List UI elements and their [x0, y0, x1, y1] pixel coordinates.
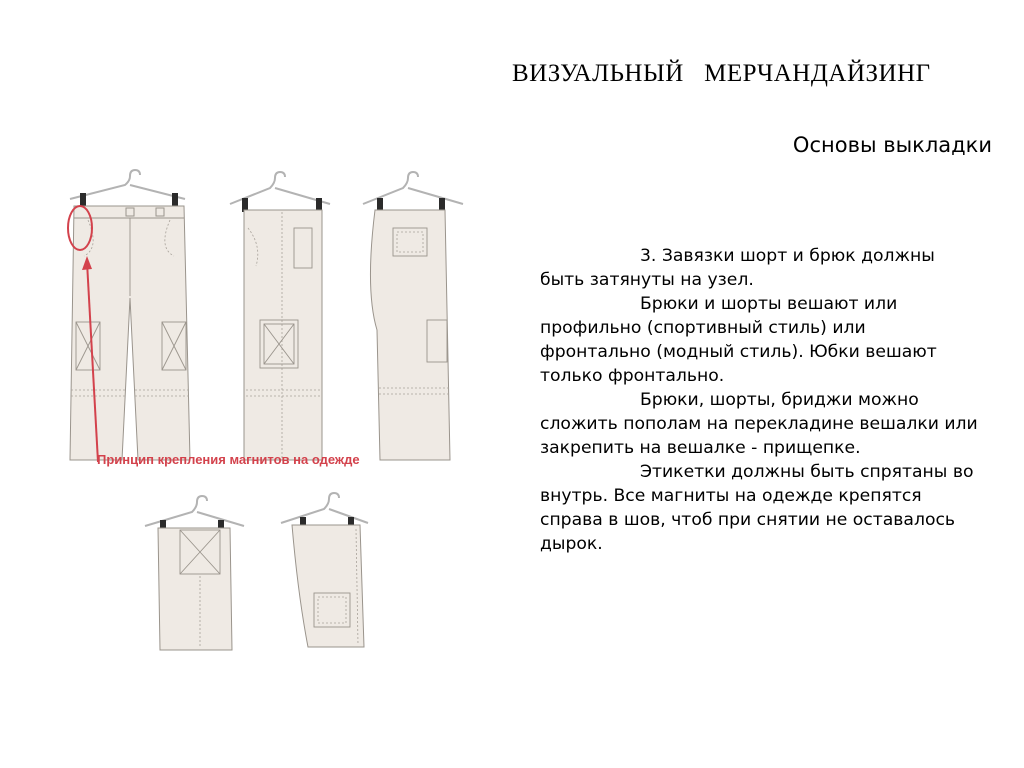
- folded-trousers-profile-illustration: [278, 485, 388, 660]
- magnet-highlight-marker: [60, 200, 120, 470]
- paragraph: Этикетки должны быть спрятаны во внутрь. Все магниты на одежде крепятся справа в шов, чтоб при снятии не оставалось дырок.: [540, 462, 974, 554]
- instruction-text: [540, 244, 980, 556]
- folded-trousers-front-illustration: [140, 490, 260, 660]
- magnet-caption: Принцип крепления магнитов на одежде: [97, 452, 360, 467]
- paragraph: 3. Завязки шорт и брюк должны быть затянуты на узел.: [540, 246, 935, 290]
- paragraph: Брюки и шорты вешают или профильно (спортивный стиль) или фронтально (модный стиль). Юбки вешают только фронтально.: [540, 294, 937, 386]
- page-title: ВИЗУАЛЬНЫЙ МЕРЧАНДАЙЗИНГ: [512, 60, 931, 87]
- page-subtitle: Основы выкладки: [792, 133, 992, 157]
- trousers-profile-illustration: [222, 170, 342, 470]
- trousers-back-illustration: [355, 170, 475, 470]
- paragraph: Брюки, шорты, бриджи можно сложить пополам на перекладине вешалки или закрепить на вешалке - прищепке.: [540, 390, 978, 458]
